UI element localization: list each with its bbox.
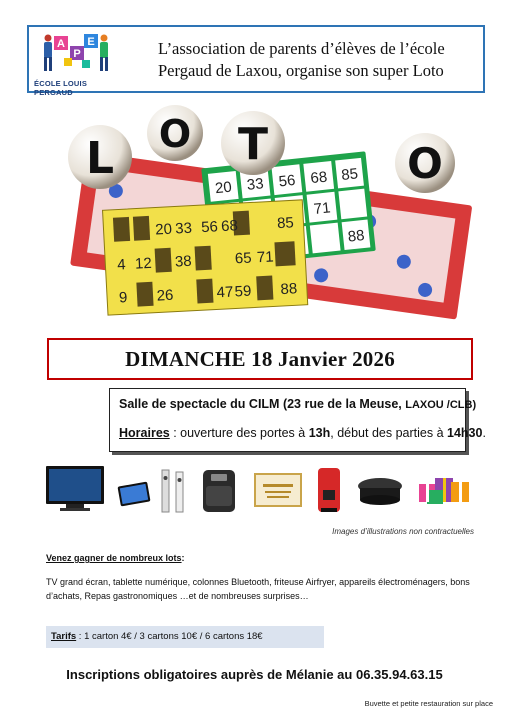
airfryer-icon <box>197 460 241 516</box>
logo-caption: ÉCOLE LOUIS PERGAUD <box>34 79 88 97</box>
prizes-title <box>46 553 185 563</box>
ball-o2 <box>395 133 455 193</box>
svg-text:85: 85 <box>340 165 359 184</box>
illustrations-caption: Images d’illustrations non contractuelles <box>332 527 474 536</box>
svg-text:O: O <box>407 139 443 188</box>
tarifs-line <box>51 631 263 642</box>
ball-l <box>68 125 132 189</box>
svg-text:33: 33 <box>174 219 193 238</box>
tarifs-prices: : 1 carton 4€ / 3 cartons 10€ / 6 cartons 18€ <box>76 631 263 642</box>
svg-text:68: 68 <box>220 217 239 236</box>
svg-text:O: O <box>158 112 192 156</box>
gifts-icon <box>415 460 473 516</box>
event-date: DIMANCHE 18 Janvier 2026 <box>125 346 395 371</box>
svg-text:38: 38 <box>174 252 193 271</box>
yellow-card <box>103 200 308 315</box>
svg-text:71: 71 <box>256 248 274 267</box>
tv-icon <box>44 460 106 516</box>
tablet-icon <box>116 460 152 516</box>
loto-illustration <box>35 105 475 320</box>
hours-text: : ouverture des portes à <box>169 426 309 440</box>
doors-time: 13h <box>308 426 331 440</box>
svg-text:20: 20 <box>214 178 233 198</box>
logo-letter-p: P <box>73 48 81 60</box>
svg-text:56: 56 <box>200 218 219 237</box>
svg-text:68: 68 <box>309 168 329 188</box>
svg-text:33: 33 <box>246 175 265 194</box>
voucher-icon <box>253 460 303 516</box>
hours-line <box>119 426 486 440</box>
ball-t <box>221 111 285 175</box>
games-time: 14h30 <box>447 426 483 440</box>
logo-letter-e: E <box>87 36 95 48</box>
prizes-title-text: Venez gagner de nombreux lots <box>46 553 182 563</box>
speakers-icon <box>157 460 189 516</box>
header-line-1: L’association de parents d’élèves de l’école <box>158 39 445 58</box>
hours-text-3: . <box>482 426 486 440</box>
svg-text:85: 85 <box>276 214 295 233</box>
svg-text:26: 26 <box>156 286 174 305</box>
svg-text:88: 88 <box>346 226 366 246</box>
svg-text:9: 9 <box>118 289 128 307</box>
hours-text-2: , début des parties à <box>330 426 447 440</box>
coffee-machine-icon <box>313 460 345 516</box>
header-line-2: Pergaud de Laxou, organise son super Loto <box>158 61 444 80</box>
buvette-notice: Buvette et petite restauration sur place <box>364 699 493 708</box>
svg-text:56: 56 <box>277 171 297 191</box>
ball-o1 <box>147 105 203 161</box>
prizes-title-suffix: : <box>181 553 185 563</box>
venue-line <box>119 397 476 411</box>
svg-text:59: 59 <box>234 282 252 301</box>
logo-letter-a: A <box>57 38 65 50</box>
venue-city: LAXOU /CLB) <box>405 399 477 411</box>
tarifs-label: Tarifs <box>51 631 77 642</box>
svg-text:4: 4 <box>116 256 127 274</box>
svg-text:20: 20 <box>154 220 173 239</box>
prizes-description: TV grand écran, tablette numérique, colonnes Bluetooth, friteuse Airfryer, appareils électroménagers, bons d’achats, Repas gastronomiques …et de nombreuses surprises… <box>46 577 470 601</box>
svg-text:47: 47 <box>216 283 234 302</box>
svg-text:88: 88 <box>280 280 298 299</box>
hours-label: Horaires <box>119 426 170 440</box>
svg-text:L: L <box>85 133 115 184</box>
svg-text:71: 71 <box>312 199 332 218</box>
inscription-notice: Inscriptions obligatoires auprès de Mélanie au 06.35.94.63.15 <box>66 667 443 682</box>
svg-text:65: 65 <box>234 249 253 268</box>
svg-text:12: 12 <box>134 254 153 273</box>
svg-text:T: T <box>237 119 269 170</box>
raclette-icon <box>355 460 405 516</box>
date-box <box>47 338 473 380</box>
venue-name: Salle de spectacle du CILM (23 rue de la Meuse, <box>119 397 406 411</box>
